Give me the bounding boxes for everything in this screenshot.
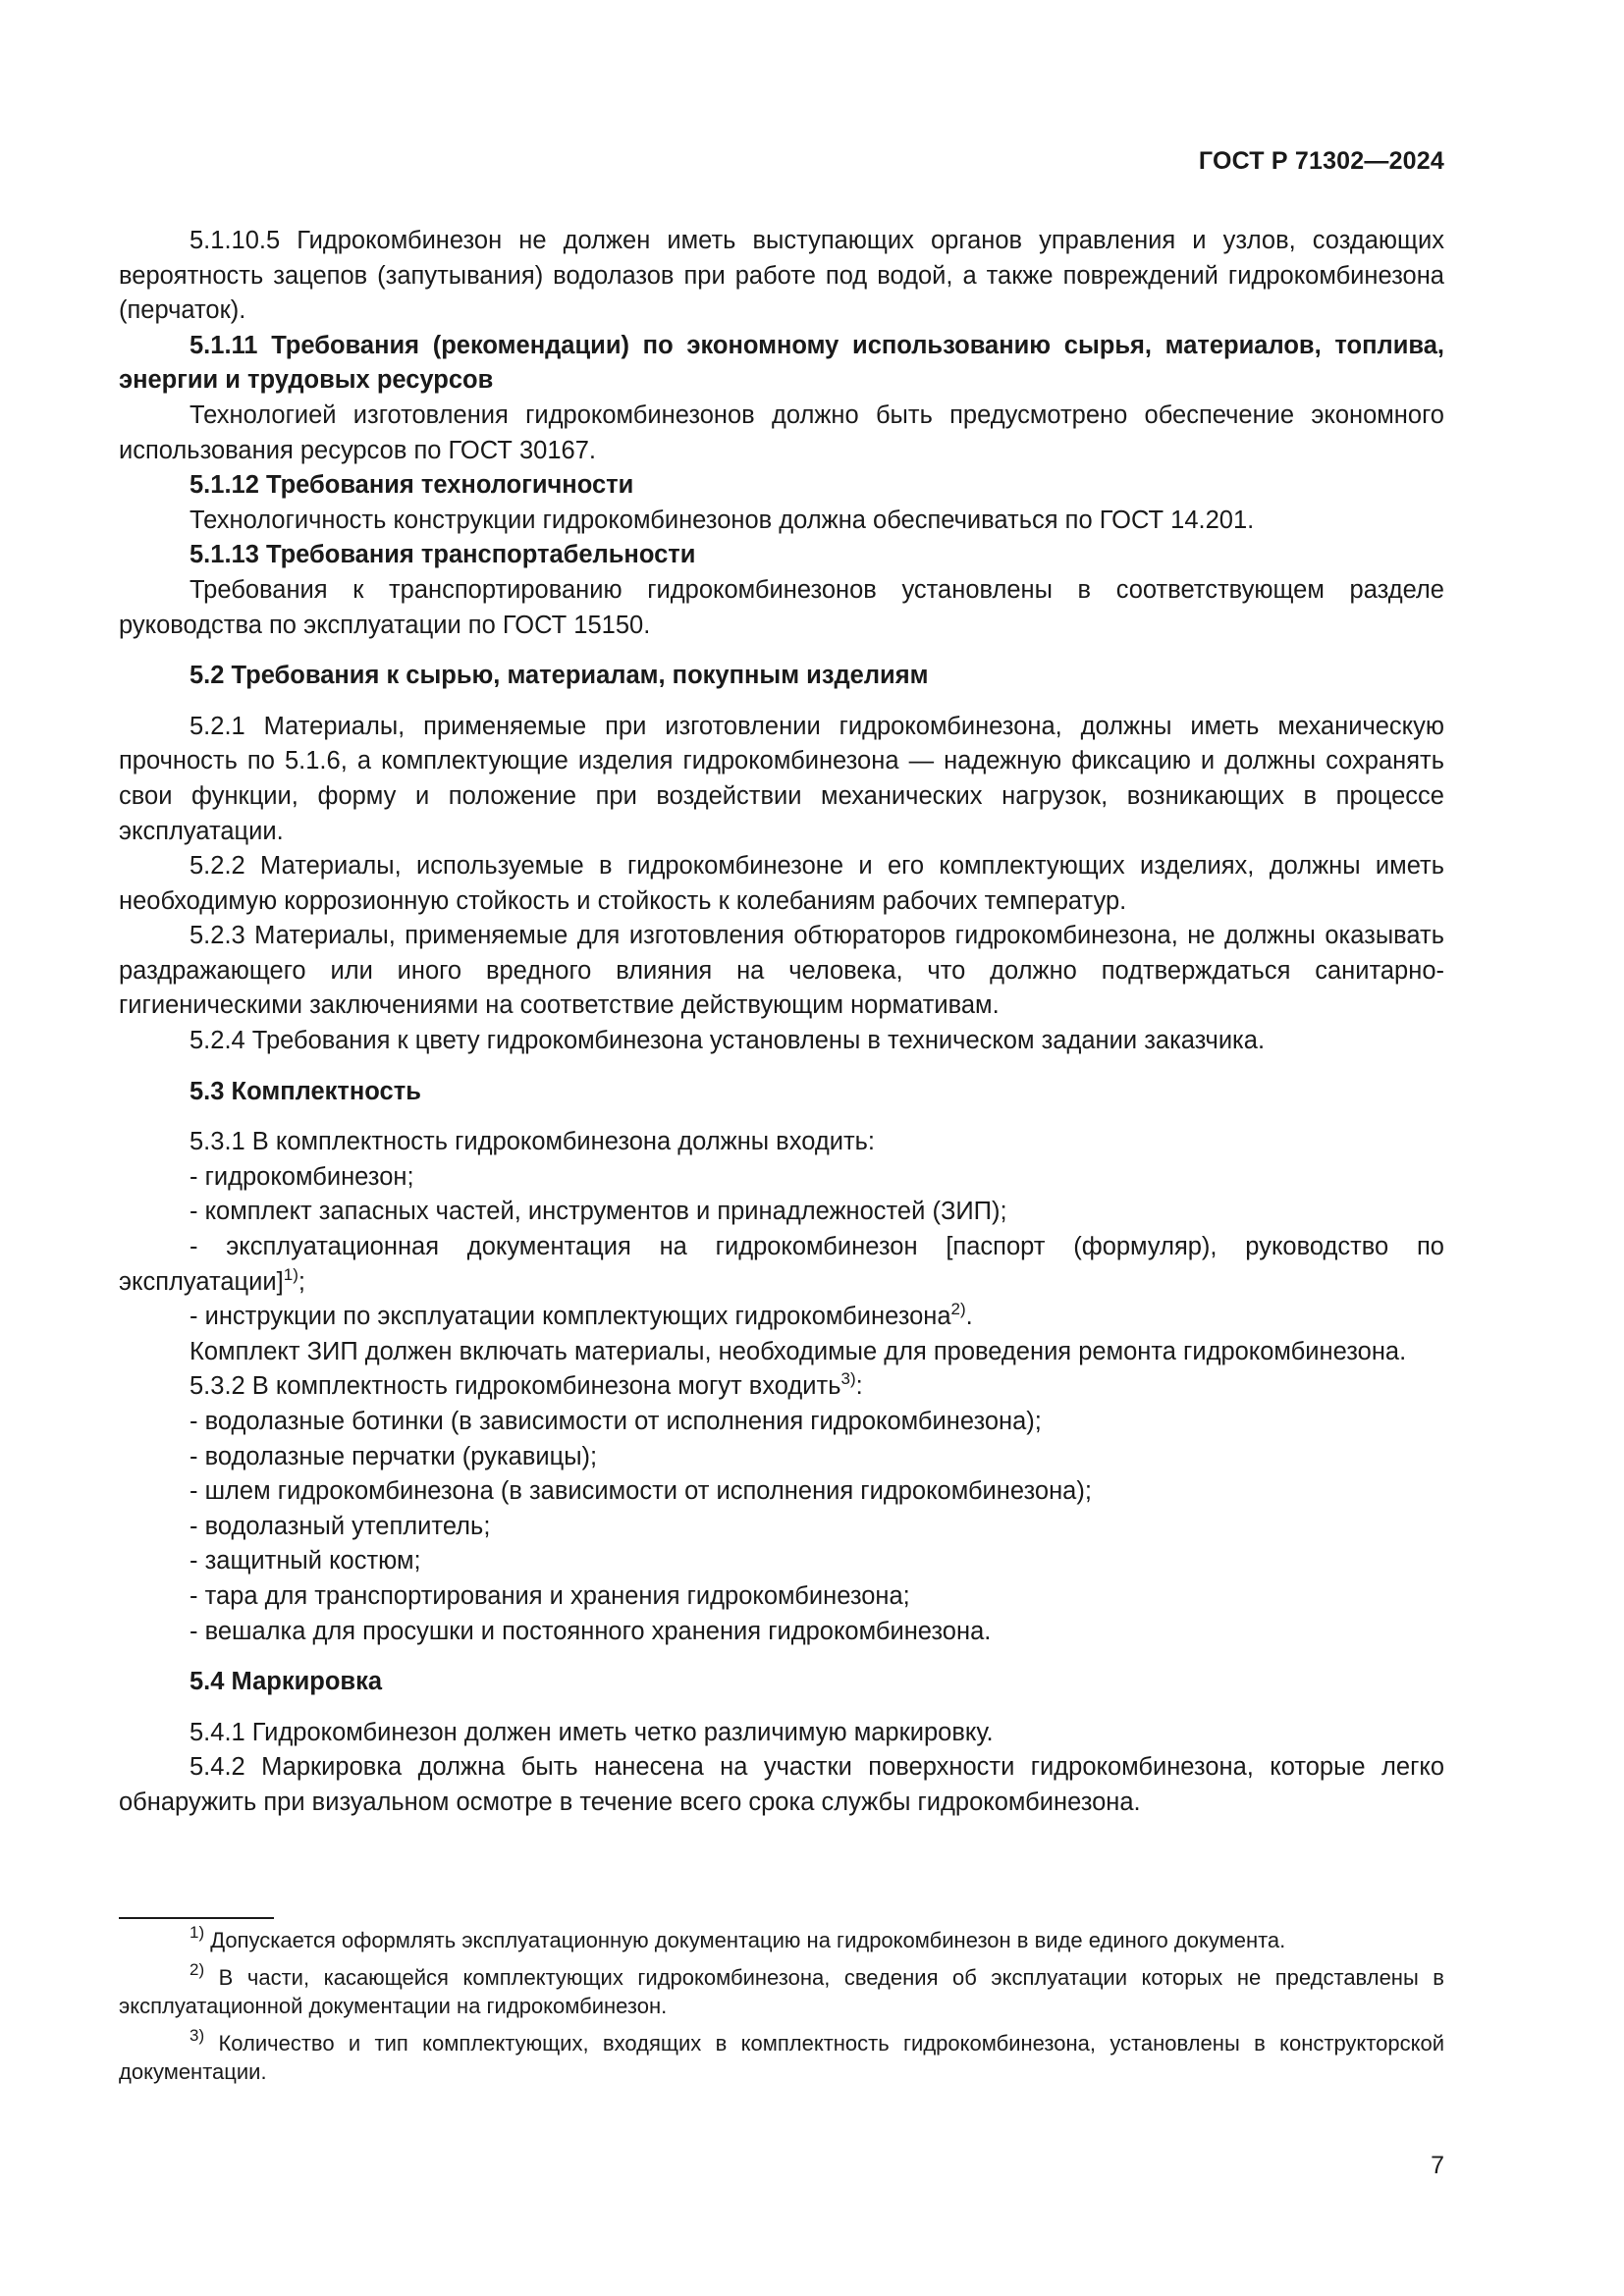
footnote-2	[119, 1960, 1444, 2020]
list-item: - водолазные ботинки (в зависимости от исполнения гидрокомбинезона);	[189, 1408, 1042, 1435]
list-item: - защитный костюм;	[189, 1547, 421, 1575]
document-body	[119, 224, 1444, 1821]
list-item	[119, 1230, 1444, 1300]
list-item: - гидрокомбинезон;	[189, 1162, 414, 1191]
footnote-3	[119, 2026, 1444, 2086]
footnote-ref: 2)	[950, 1300, 966, 1319]
footnote-text: Допускается оформлять эксплуатационную документацию на гидрокомбинезон в виде единого документа.	[204, 1928, 1286, 1952]
list-item: - шлем гидрокомбинезона (в зависимости от исполнения гидрокомбинезона);	[189, 1477, 1092, 1506]
section-heading-5-3: 5.3 Комплектность	[189, 1077, 421, 1105]
list-item-punct: .	[965, 1303, 973, 1331]
paragraph-5-3-1: 5.3.1 В комплектность гидрокомбинезона должны входить:	[189, 1128, 875, 1156]
list-item: - комплект запасных частей, инструментов и принадлежностей (ЗИП);	[189, 1198, 1007, 1226]
list-item: - водолазные перчатки (рукавицы);	[189, 1442, 598, 1470]
list-item-text: - инструкции по эксплуатации комплектующих гидрокомбинезона	[189, 1303, 951, 1331]
heading-5-1-13: 5.1.13 Требования транспортабельности	[189, 541, 696, 569]
paragraph-text: 5.3.2 В комплектность гидрокомбинезона могут входить	[189, 1372, 841, 1401]
list-item: - тара для транспортирования и хранения гидрокомбинезона;	[189, 1581, 910, 1610]
footnote-1	[119, 1923, 1444, 1954]
paragraph-5-2-4: 5.2.4 Требования к цвету гидрокомбинезона установлены в техническом задании заказчика.	[189, 1027, 1266, 1055]
page-number: 7	[1431, 2152, 1444, 2179]
paragraph-5-2-3: 5.2.3 Материалы, применяемые для изготовления обтюраторов гидрокомбинезона, не должны оказывать раздражающего или иного вредного влияния на человека, что должно подтверждаться санитарно-гигиеническими заключениями на соответствие действующим нормативам.	[119, 922, 1444, 1020]
footnote-text: Количество и тип комплектующих, входящих в комплектность гидрокомбинезона, установлены в конструкторской документации.	[119, 2031, 1444, 2084]
footnote-mark: 3)	[189, 2026, 205, 2045]
list-item: - водолазный утеплитель;	[189, 1512, 491, 1540]
paragraph-5-2-1: 5.2.1 Материалы, применяемые при изготовлении гидрокомбинезона, должны иметь механическую прочность по 5.1.6, а комплектующие изделия гидрокомбинезона — надежную фиксацию и должны сохранять свои функции, форму и положение при воздействии механических нагрузок, возникающих в процессе эксплуатации.	[119, 712, 1444, 845]
paragraph-punct: :	[855, 1372, 863, 1401]
paragraph-zip: Комплект ЗИП должен включать материалы, необходимые для проведения ремонта гидрокомбинезона.	[189, 1337, 1407, 1365]
paragraph-5-3-2	[119, 1369, 1444, 1405]
list-item-text: - эксплуатационная документация на гидрокомбинезон [паспорт (формуляр), руководство по эксплуатации]	[119, 1233, 1444, 1296]
document-designation: ГОСТ Р 71302—2024	[1198, 147, 1444, 175]
heading-5-1-11: 5.1.11 Требования (рекомендации) по экономному использованию сырья, материалов, топлива, энергии и трудовых ресурсов	[119, 331, 1444, 395]
paragraph-5-2-2: 5.2.2 Материалы, используемые в гидрокомбинезоне и его комплектующих изделиях, должны иметь необходимую коррозионную стойкость и стойкость к колебаниям рабочих температур.	[119, 852, 1444, 915]
paragraph-5-1-12: Технологичность конструкции гидрокомбинезонов должна обеспечиваться по ГОСТ 14.201.	[189, 506, 1255, 534]
footnote-mark: 1)	[189, 1923, 205, 1942]
paragraph-5-1-11: Технологией изготовления гидрокомбинезонов должно быть предусмотрено обеспечение экономного использования ресурсов по ГОСТ 30167.	[119, 400, 1444, 464]
footnote-ref: 3)	[840, 1369, 856, 1389]
list-item: - вешалка для просушки и постоянного хранения гидрокомбинезона.	[189, 1617, 992, 1645]
list-item	[119, 1300, 1444, 1335]
section-heading-5-4: 5.4 Маркировка	[189, 1668, 383, 1696]
paragraph-5-1-13: Требования к транспортированию гидрокомбинезонов установлены в соответствующем разделе руководства по эксплуатации по ГОСТ 15150.	[119, 575, 1444, 639]
footnote-text: В части, касающейся комплектующих гидрокомбинезона, сведения об эксплуатации которых не представлены в эксплуатационной документации на гидрокомбинезон.	[119, 1965, 1444, 2018]
footnotes	[119, 1917, 1444, 2086]
heading-5-1-12: 5.1.12 Требования технологичности	[189, 471, 634, 500]
footnote-ref: 1)	[283, 1264, 298, 1284]
paragraph-5-4-1: 5.4.1 Гидрокомбинезон должен иметь четко различимую маркировку.	[189, 1718, 994, 1746]
list-item-punct: ;	[298, 1267, 305, 1296]
paragraph-5-4-2: 5.4.2 Маркировка должна быть нанесена на участки поверхности гидрокомбинезона, которые легко обнаружить при визуальном осмотре в течение всего срока службы гидрокомбинезона.	[119, 1753, 1444, 1816]
footnote-mark: 2)	[189, 1960, 205, 1979]
paragraph-5-1-10-5: 5.1.10.5 Гидрокомбинезон не должен иметь выступающих органов управления и узлов, создающих вероятность зацепов (запутывания) водолазов при работе под водой, а также повреждений гидрокомбинезона (перчаток).	[119, 227, 1444, 325]
section-heading-5-2: 5.2 Требования к сырью, материалам, покупным изделиям	[189, 662, 929, 690]
